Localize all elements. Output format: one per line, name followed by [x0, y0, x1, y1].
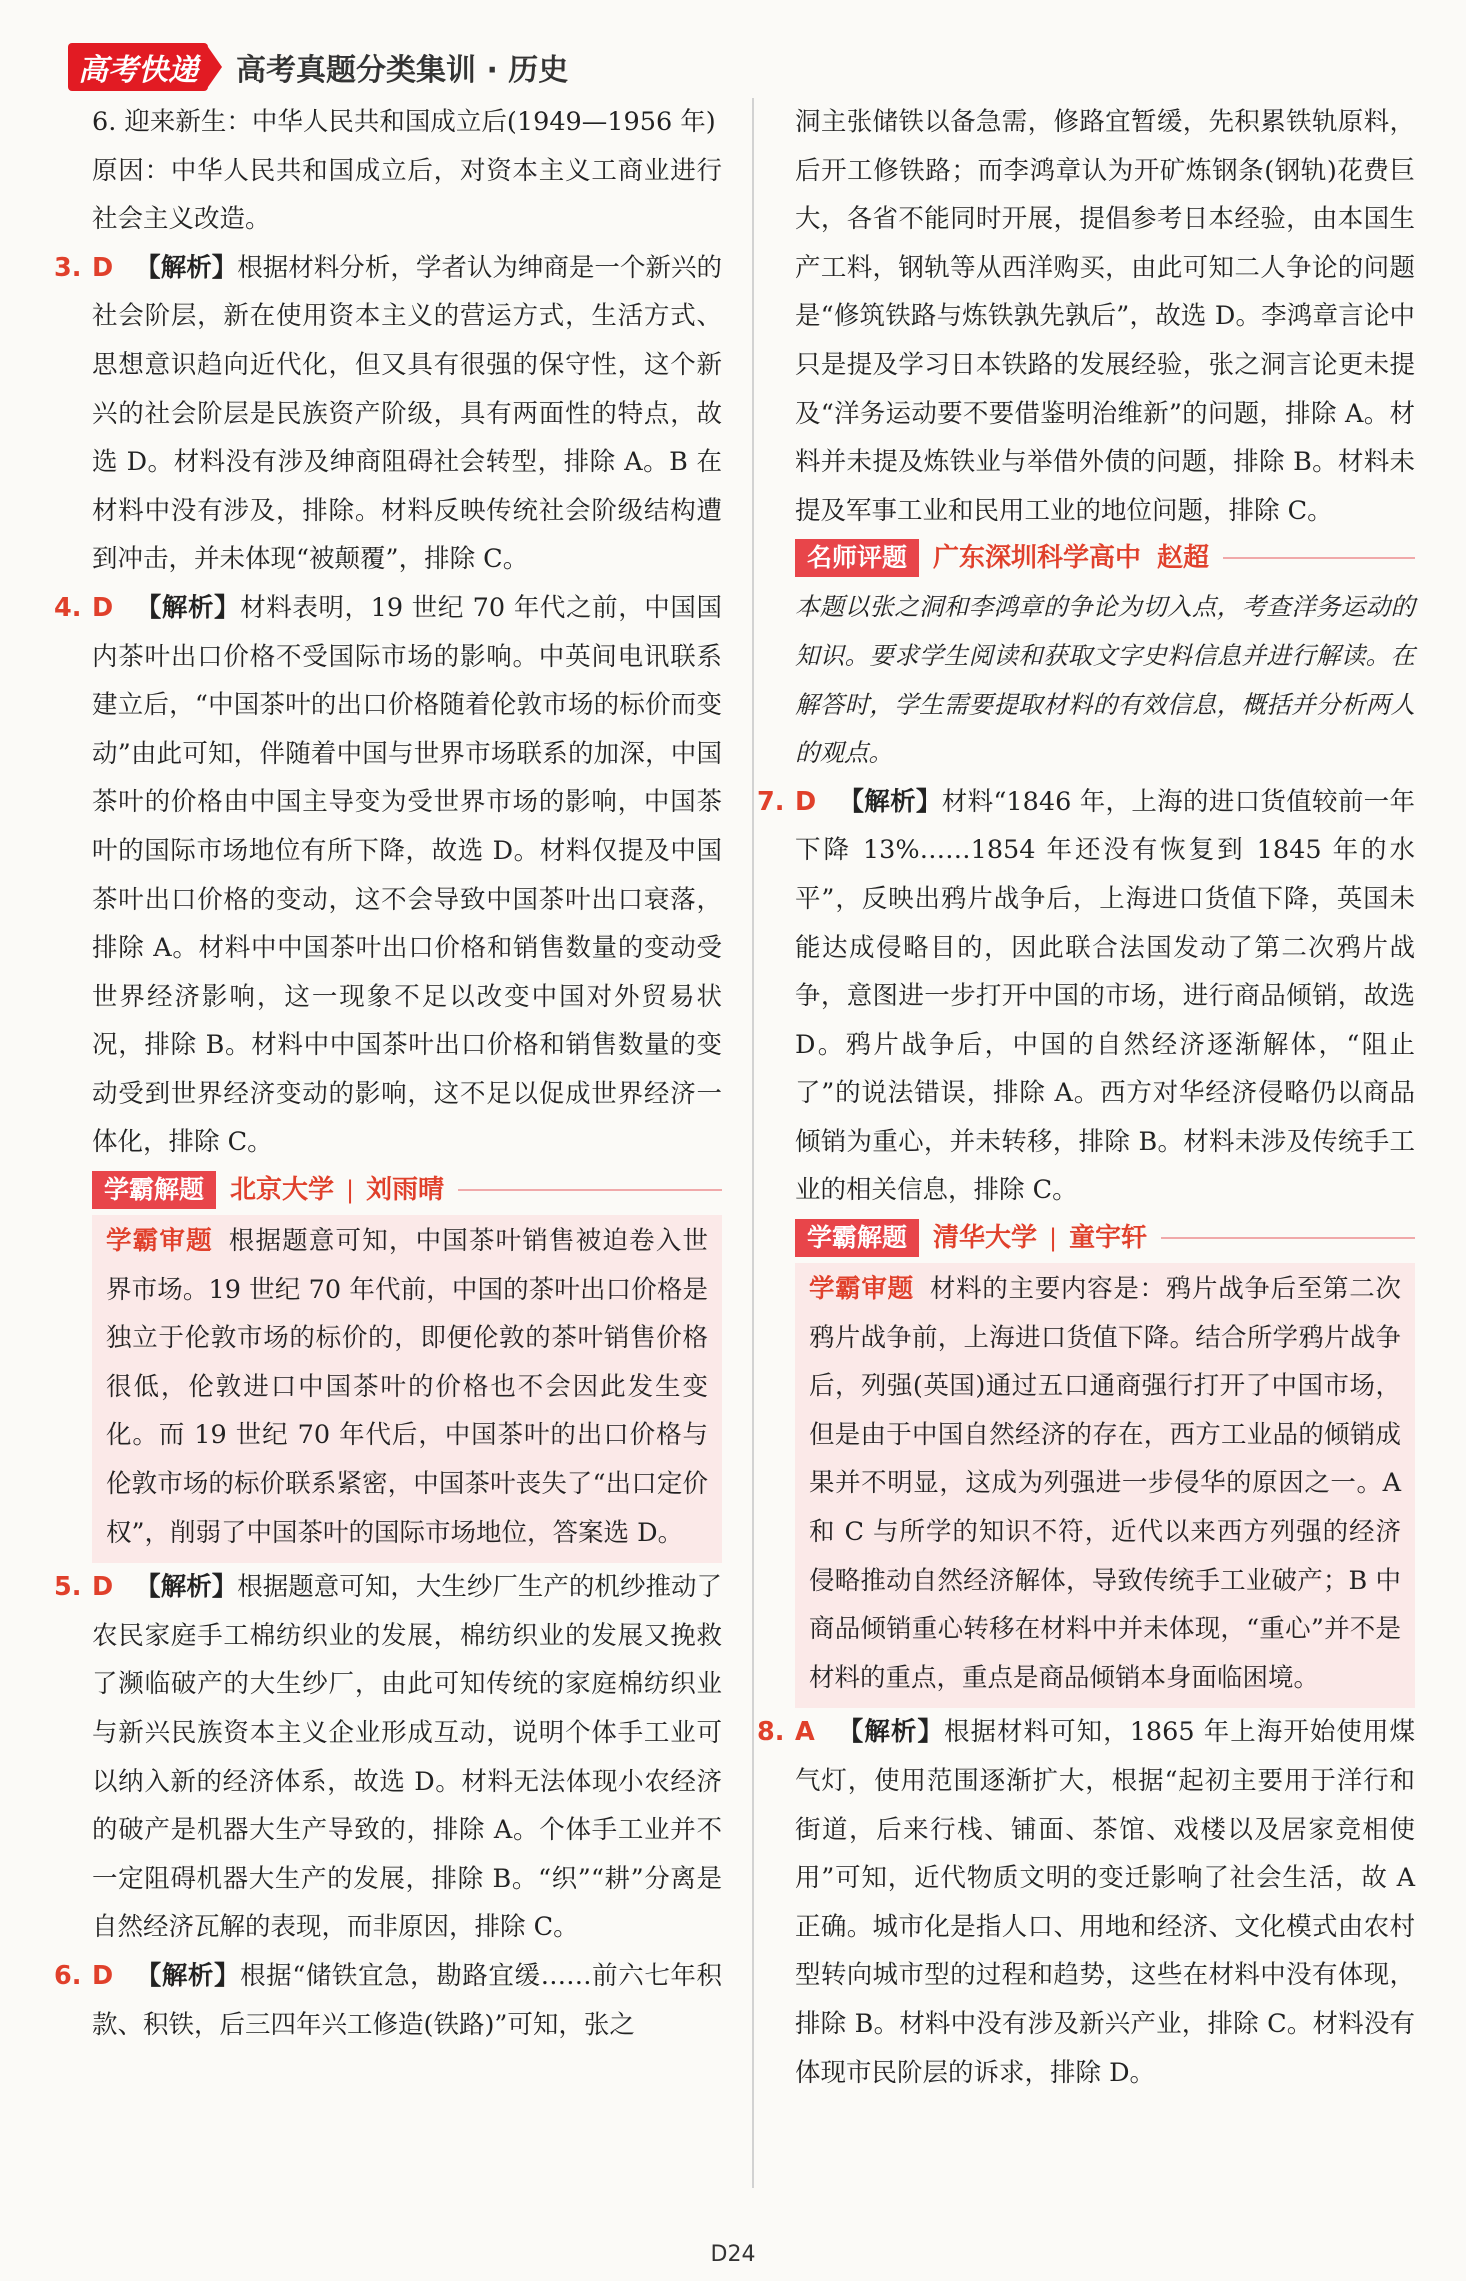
answer-6-continued: 洞主张储铁以备急需，修路宜暂缓，先积累铁轨原料，后开工修铁路；而李鸿章认为开矿炼钢条(钢轨)花费巨大，各省不能同时开展，提倡参考日本经验，由本国生产工料，钢轨等从西洋购买，由此可知二人争论的问题是“修筑铁路与炼铁孰先孰后”，故选 D。李鸿章言论中只是提及学习日本铁路的发展经验，张之洞言论更未提及“洋务运动要不要借鉴明治维新”的问题，排除 A。材料并未提及炼铁业与举借外债的问题，排除 B。材料未提及军事工业和民用工业的地位问题，排除 C。: [795, 107, 1415, 526]
brand-logo: 高考快递: [68, 43, 208, 91]
prev-item-line: 6. 迎来新生：中华人民共和国成立后(1949—1956 年): [92, 107, 716, 137]
answer-4: 4. D 【解析】材料表明，19 世纪 70 年代之前，中国国内茶叶出口价格不受国际市场的影响。中英间电讯联系建立后，“中国茶叶的出口价格随着伦敦市场的标价而变动”由此可知，伴随着中国与世界市场联系的加深，中国茶叶的价格由中国主导变为受世界市场的影响，中国茶叶的国际市场地位有所下降，故选 D。材料仅提及中国茶叶出口价格的变动，这不会导致中国茶叶出口衰落，排除 A。材料中中国茶叶出口价格和销售数量的变动受世界经济影响，这一现象不足以改变中国对外贸易状况，排除 B。材料中中国茶叶出口价格和销售数量的变动受到世界经济变动的影响，这不足以促成世界经济一体化，排除 C。: [54, 592, 722, 1158]
xueba-separator: |: [1049, 1223, 1058, 1252]
bar-line: [1161, 1237, 1415, 1239]
answer-7: 7. D 【解析】材料“1846 年，上海的进口货值较前一年下降 13%……1854 年还没有恢复到 1845 年的水平”，反映出鸦片战争后，上海进口货值下降，英国未能达成侵略目的，因此联合法国发动了第二次鸦片战争，意图进一步打开中国的市场，进行商品倾销，故选 D。鸦片战争后，中国的自然经济逐渐解体，“阻止了”的说法错误，排除 A。西方对华经济侵略仍以商品倾销为重心，并未转移，排除 B。材料未涉及传统手工业的相关信息，排除 C。: [757, 786, 1415, 1206]
answer-6: 6. D 【解析】根据“储铁宜急，勘路宜缓……前六七年积款、积铁，后三四年兴工修造(铁路)”可知，张之: [54, 1960, 722, 2040]
xueba-box-1: 学霸审题 根据题意可知，中国茶叶销售被迫卷入世界市场。19 世纪 70 年代前，中国的茶叶出口价格是独立于伦敦市场的标价的，即便伦敦的茶叶销售价格很低，伦敦进口中国茶叶的价格也不会因此发生变化。而 19 世纪 70 年代后，中国茶叶的出口价格与伦敦市场的标价联系紧密，中国茶叶丧失了“出口定价权”，削弱了中国茶叶的国际市场地位，答案选 D。: [92, 1215, 722, 1563]
answer-5: 5. D 【解析】根据题意可知，大生纱厂生产的机纱推动了农民家庭手工棉纺织业的发展，棉纺织业的发展又挽救了濒临破产的大生纱厂，由此可知传统的家庭棉纺织业与新兴民族资本主义企业形成互动，说明个体手工业可以纳入新的经济体系，故选 D。材料无法体现小农经济的破产是机器大生产导致的，排除 A。个体手工业并不一定阻碍机器大生产的发展，排除 B。“织”“耕”分离是自然经济瓦解的表现，而非原因，排除 C。: [54, 1572, 722, 1943]
mingshi-person: 赵超: [1157, 543, 1210, 574]
xueba-label: 学霸解题: [795, 1219, 919, 1257]
brand-arrow: [208, 47, 222, 87]
column-divider: [752, 98, 754, 2188]
xueba-school: 北京大学: [230, 1174, 335, 1205]
xueba-school: 清华大学: [933, 1222, 1038, 1253]
right-column: [757, 98, 1415, 2097]
xueba-bar-1: [92, 1171, 722, 1209]
answer-8: 8. A 【解析】根据材料可知，1865 年上海开始使用煤气灯，使用范围逐渐扩大，根据“起初主要用于洋行和街道，后来行栈、铺面、茶馆、戏楼以及居家竞相使用”可知，近代物质文明的变迁影响了社会生活，故 A 正确。城市化是指人口、用地和经济、文化模式由农村型转向城市型的过程和趋势，这些在材料中没有体现，排除 B。材料中没有涉及新兴产业，排除 C。材料没有体现市民阶层的诉求，排除 D。: [757, 1717, 1415, 2088]
mingshi-school: 广东深圳科学高中: [933, 543, 1142, 574]
xueba-sub: 学霸审题: [106, 1226, 213, 1257]
bar-line: [458, 1189, 722, 1191]
mingshi-comment: 本题以张之洞和李鸿章的争论为切入点，考查洋务运动的知识。要求学生阅读和获取文字史料信息并进行解读。在解答时，学生需要提取材料的有效信息，概括并分析两人的观点。: [795, 592, 1415, 768]
bar-line: [1223, 557, 1415, 559]
mingshi-label: 名师评题: [795, 539, 919, 577]
xueba-person: 童宇轩: [1069, 1222, 1148, 1253]
book-title: 高考真题分类集训 · 历史: [236, 53, 569, 88]
mingshi-bar: [795, 539, 1415, 577]
xueba-bar-2: [795, 1219, 1415, 1257]
answer-3: 3. D 【解析】根据材料分析，学者认为绅商是一个新兴的社会阶层，新在使用资本主义的营运方式，生活方式、思想意识趋向近代化，但又具有很强的保守性，这个新兴的社会阶层是民族资产阶级，具有两面性的特点，故选 D。材料没有涉及绅商阻碍社会转型，排除 A。B 在材料中没有涉及，排除。材料反映传统社会阶级结构遭到冲击，并未体现“被颠覆”，排除 C。: [54, 252, 722, 575]
xueba-person: 刘雨晴: [366, 1174, 445, 1205]
page-number: D24: [710, 2242, 756, 2267]
xueba-label: 学霸解题: [92, 1171, 216, 1209]
xueba-separator: |: [346, 1175, 355, 1204]
xueba-box-2: 学霸审题 材料的主要内容是：鸦片战争后至第二次鸦片战争前，上海进口货值下降。结合所学鸦片战争后，列强(英国)通过五口通商强行打开了中国市场，但是由于中国自然经济的存在，西方工业品的倾销成果并不明显，这成为列强进一步侵华的原因之一。A 和 C 与所学的知识不符，近代以来西方列强的经济侵略推动自然经济解体，导致传统手工业破产；B 中商品倾销重心转移在材料中并未体现，“重心”并不是材料的重点，重点是商品倾销本身面临困境。: [795, 1263, 1415, 1708]
prev-item-reason: 原因：中华人民共和国成立后，对资本主义工商业进行社会主义改造。: [92, 155, 722, 235]
left-column: [54, 98, 722, 2049]
page-header: [68, 44, 568, 90]
xueba-sub: 学霸审题: [809, 1274, 914, 1305]
